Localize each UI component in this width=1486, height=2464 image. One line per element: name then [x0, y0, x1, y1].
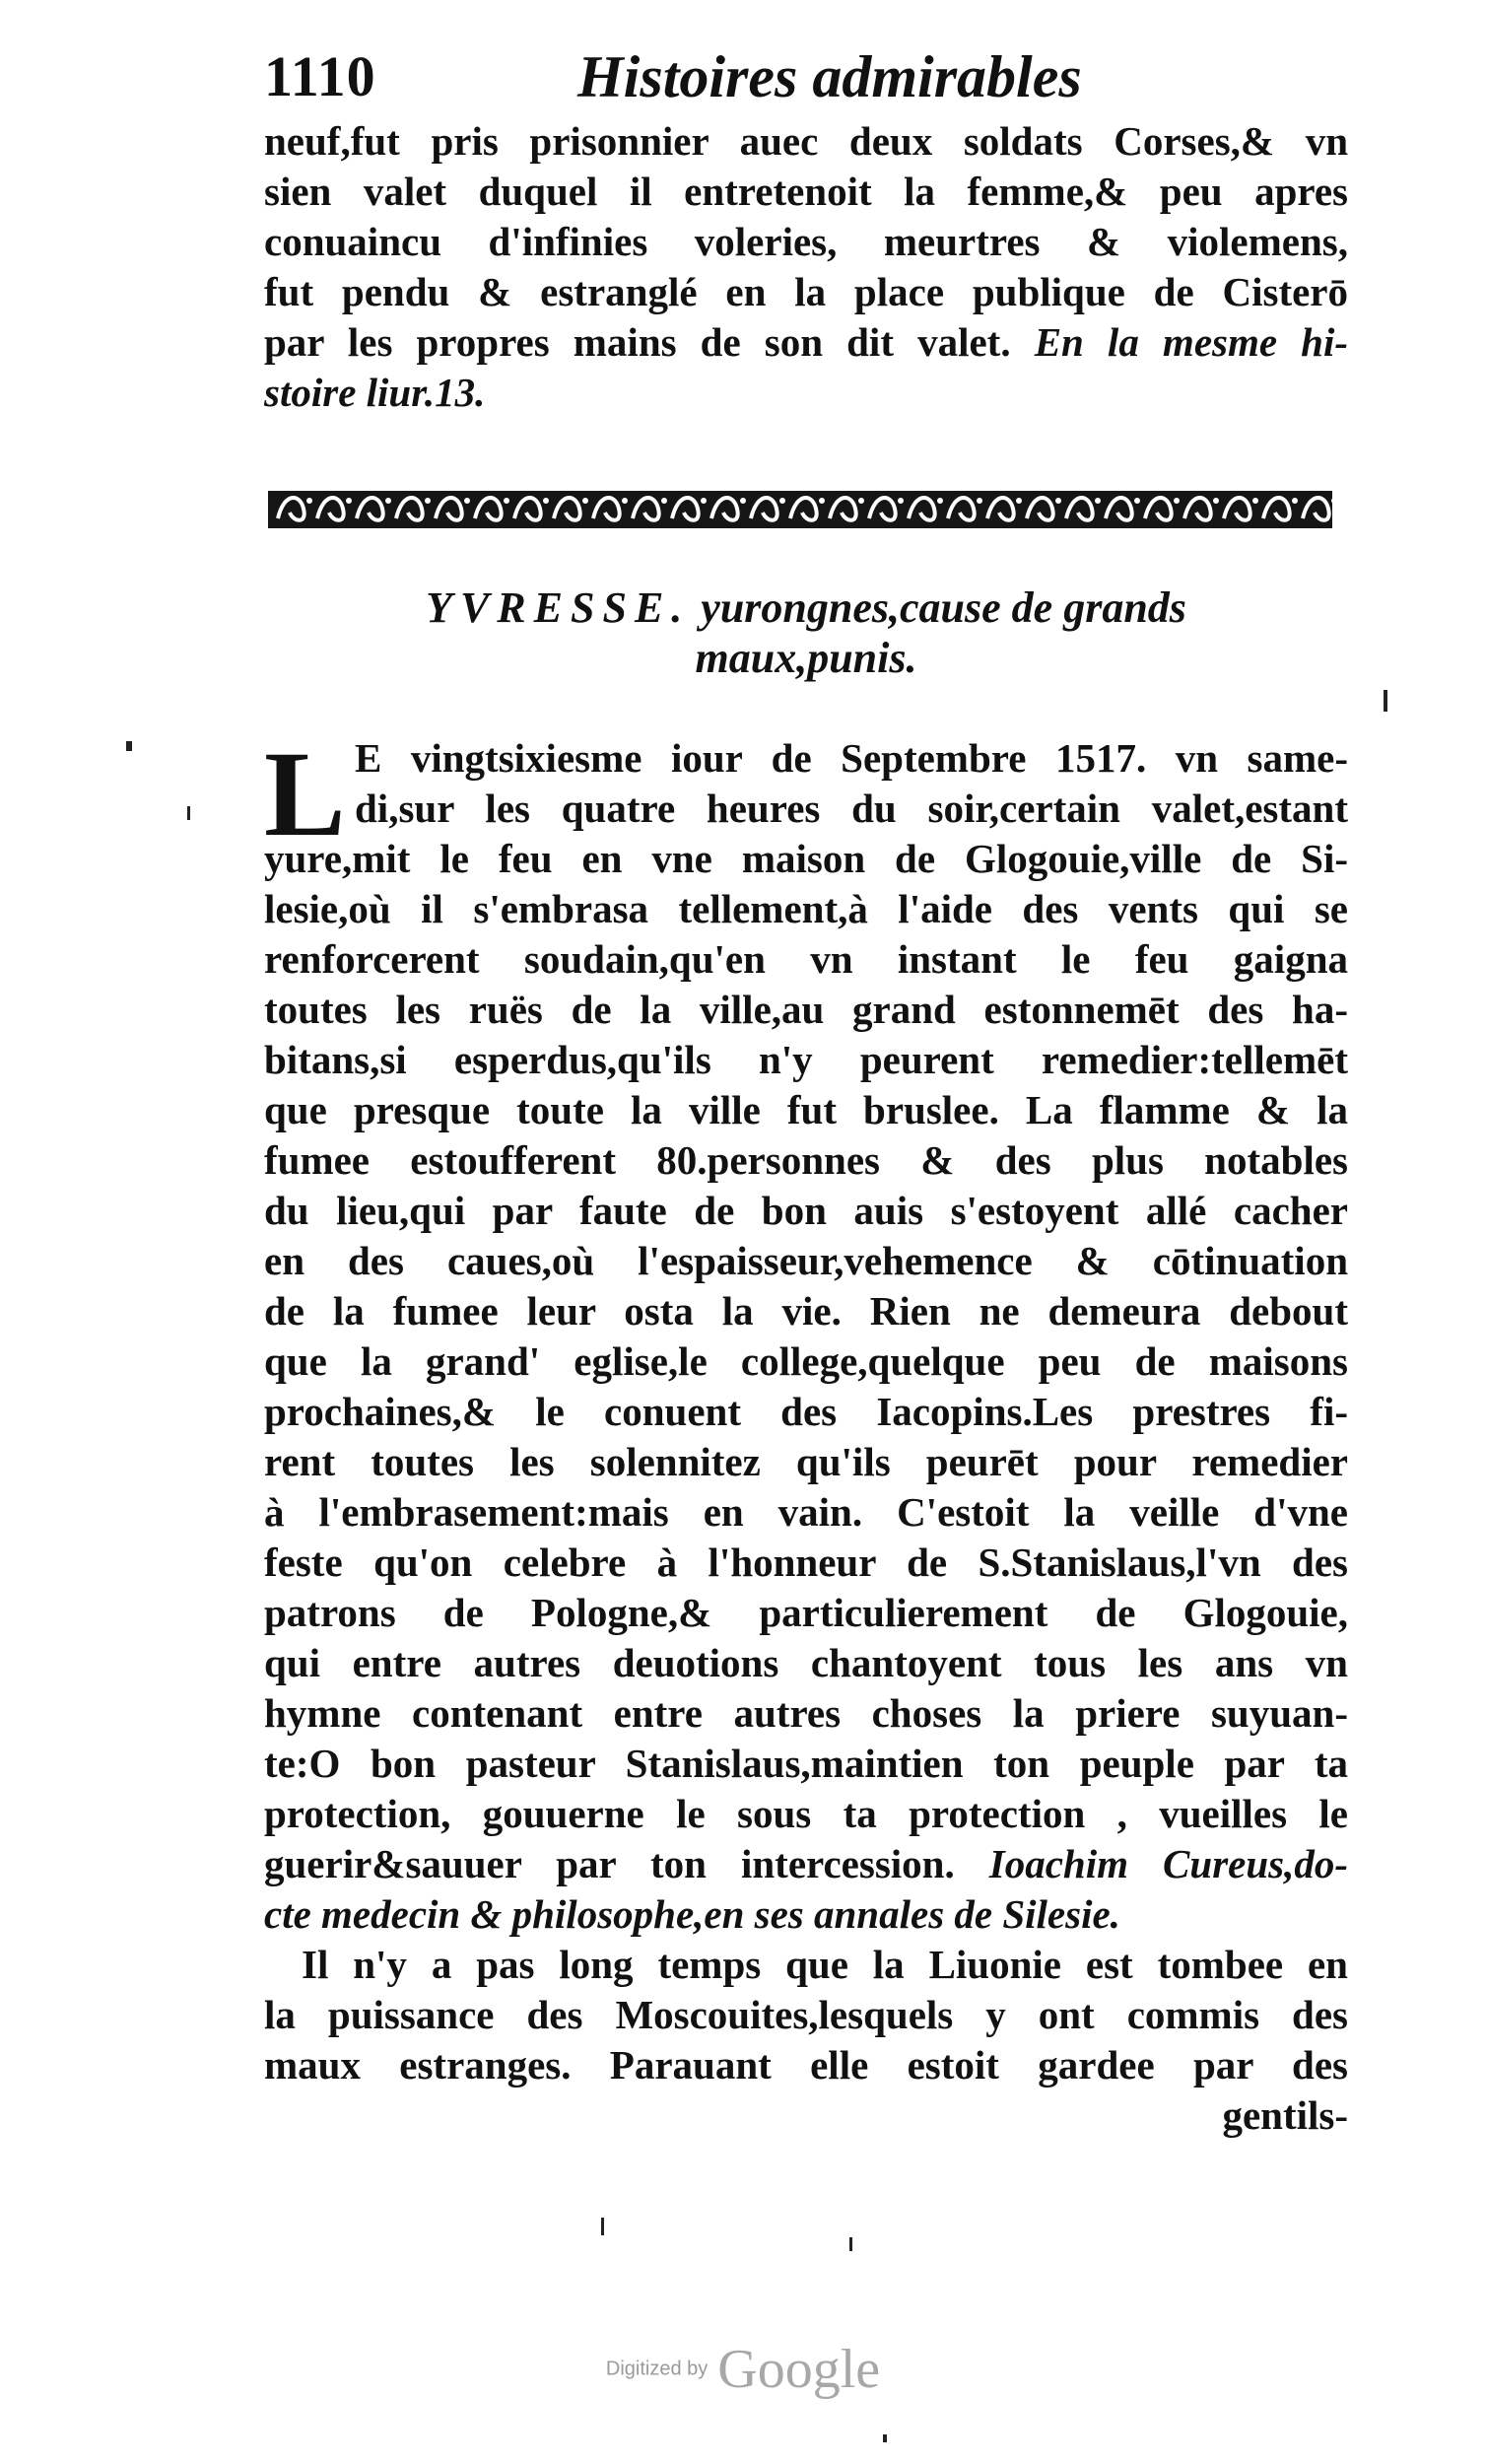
- text-line: fumee estoufferent 80.personnes & des plus notables: [264, 1137, 1348, 1183]
- text-line: toutes les ruës de la ville,au grand estonnemēt des ha-: [264, 987, 1348, 1032]
- text-line: [264, 317, 1348, 368]
- google-logo: Google: [717, 2339, 881, 2400]
- ink-speck: [883, 2434, 887, 2442]
- ink-speck: [187, 806, 190, 820]
- text-line: en des caues,où l'espaisseur,vehemence & cōtinuation: [264, 1238, 1348, 1283]
- text-line: bitans,si esperdus,qu'ils n'y peurent remedier:tellemēt: [264, 1037, 1348, 1082]
- text-line: lesie,où il s'embrasa tellement,à l'aide des vents qui se: [264, 886, 1348, 931]
- ornamental-divider: [268, 471, 1332, 548]
- text-line: prochaines,& le conuent des Iacopins.Les prestres fi-: [264, 1389, 1348, 1434]
- text-line: du lieu,qui par faute de bon auis s'estoyent allé cacher: [264, 1188, 1348, 1233]
- text-line: de la fumee leur osta la vie. Rien ne demeura debout: [264, 1288, 1348, 1334]
- ink-speck: [1384, 690, 1387, 712]
- text-line: à l'embrasement:mais en vain. C'estoit la veille d'vne: [264, 1489, 1348, 1535]
- text-line: te:O bon pasteur Stanislaus,maintien ton peuple par ta: [264, 1741, 1348, 1786]
- text-segment: par les propres mains de son dit valet.: [264, 319, 1011, 365]
- text-line: rent toutes les solennitez qu'ils peurēt pour remedier: [264, 1439, 1348, 1484]
- text-line: maux estranges. Parauant elle estoit gardee par des: [264, 2042, 1348, 2088]
- text-line: que la grand' eglise,le college,quelque peu de maisons: [264, 1338, 1348, 1384]
- heading-subtitle: yurongnes,cause de grands: [701, 583, 1186, 632]
- ink-speck: [601, 2218, 604, 2235]
- text-segment: guerir&sauuer par ton intercession.: [264, 1841, 955, 1886]
- text-line: feste qu'on celebre à l'honneur de S.Stanislaus,l'vn des: [264, 1540, 1348, 1585]
- heading-line: [264, 582, 1348, 632]
- text-line: di,sur les quatre heures du soir,certain valet,estant: [355, 786, 1348, 831]
- heading-keyword: YVRESSE.: [426, 583, 691, 632]
- running-head: Histoires admirables: [577, 44, 1082, 109]
- text-line: protection, gouuerne le sous ta protection , vueilles le: [264, 1791, 1348, 1836]
- text-line: yure,mit le feu en vne maison de Glogouie,ville de Si-: [264, 836, 1348, 881]
- text-line: renforcerent soudain,qu'en vn instant le feu gaigna: [264, 936, 1348, 982]
- continuation-text: [264, 116, 1348, 418]
- section-heading: [264, 582, 1348, 682]
- text-line: conuaincu d'infinies voleries, meurtres & violemens,: [264, 219, 1348, 264]
- text-line: [264, 1839, 1348, 1889]
- drop-cap: L: [264, 726, 346, 861]
- catchword: gentils-: [1222, 2092, 1348, 2138]
- text-line: que presque toute la ville fut bruslee. La flamme & la: [264, 1087, 1348, 1132]
- text-line: fut pendu & estranglé en la place publique de Cisterō: [264, 269, 1348, 314]
- citation: Ioachim Cureus,do-: [988, 1841, 1348, 1886]
- text-line: qui entre autres deuotions chantoyent tous les ans vn: [264, 1640, 1348, 1685]
- text-line: patrons de Pologne,& particulierement de Glogouie,: [264, 1590, 1348, 1635]
- article-text: [264, 726, 1348, 2141]
- text-line: Il n'y a pas long temps que la Liuonie est tombee en: [302, 1942, 1348, 1987]
- ink-speck: [849, 2237, 852, 2251]
- text-line: hymne contenant entre autres choses la priere suyuan-: [264, 1690, 1348, 1736]
- text-line: neuf,fut pris prisonnier auec deux soldats Corses,& vn: [264, 118, 1348, 164]
- text-line: E vingtsixiesme iour de Septembre 1517. vn same-: [355, 735, 1348, 781]
- text-line: sien valet duquel il entretenoit la femme,& peu apres: [264, 169, 1348, 214]
- digitized-by-label: Digitized by: [605, 2358, 709, 2380]
- citation-line: stoire liur.13.: [264, 370, 486, 415]
- citation: En la mesme hi-: [1034, 319, 1348, 365]
- text-line: la puissance des Moscouites,lesquels y ont commis des: [264, 1992, 1348, 2037]
- heading-line-2: maux,punis.: [695, 634, 917, 682]
- page-header: [264, 43, 1348, 122]
- citation-line: cte medecin & philosophe,en ses annales de Silesie.: [264, 1891, 1120, 1937]
- digitization-watermark: [0, 2338, 1486, 2401]
- page-number: 1110: [264, 44, 376, 108]
- ink-speck: [126, 741, 132, 751]
